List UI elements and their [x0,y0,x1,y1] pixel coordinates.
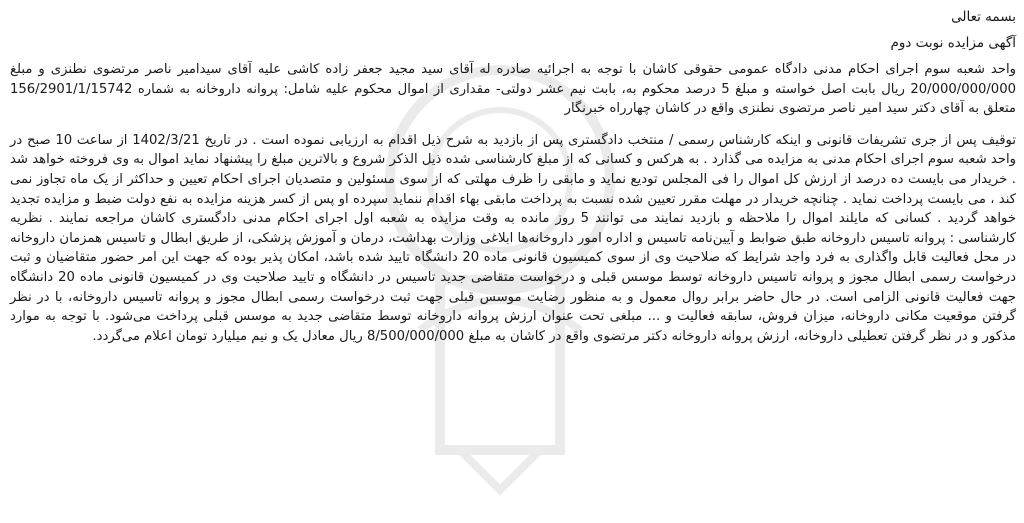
notice-title: آگهی مزایده نوبت دوم [890,35,1016,51]
bismillah-heading: بسمه تعالی [951,9,1016,25]
notice-paragraph-1: واحد شعبه سوم اجرای احکام مدنی دادگاه عمومی حقوقی کاشان با توجه به اجرائیه صادره له آقای سید مجید جعفر زاده کاشی علیه آقای سیدامیر ناصر مرتضوی نطنزی و مبلغ 20/000/000/000 ریال بابت اصل خواسته و مبلغ 5 درصد محکوم به، بابت نیم عشر دولتی- مقداری از اموال محکوم علیه شامل: پروانه داروخانه به شماره 156/2901/1/15742 متعلق به آقای دکتر سید امیر ناصر مرتضوی نطنزی واقع در کاشان چهارراه خبرنگار [10,62,1016,117]
notice-paragraph-2: توقیف پس از جری تشریفات قانونی و اینکه کارشناس رسمی / منتخب دادگستری پس از بازدید به شرح ذیل اقدام به ارزیابی نموده است . در تاریخ 1402/3/21 از ساعت 10 صبح در واحد شعبه سوم اجرای احکام مدنی به مزایده می گذارد . به هرکس و کسانی که از مبلغ کارشناسی شده ذیل الذکر شروع و بالاترین مبلغ را پیشنهاد نماید اموال به وی فروخته خواهد شد . خریدار می بایست ده درصد از ارزش کل اموال را فی المجلس تودیع نماید و مابقی را ظرف مهلتی که از سوی مسئولین و متصدیان اجرای احکام تعیین و حداکثر از یک ماه تجاوز نمی کند ، می بایست پرداخت نماید . چنانچه خریدار در مهلت مقرر تعیین شده نسبت به پرداخت مابقی بهاء اقدام ننماید سپرده او پس از کسر هزینه مزایده به نفع دولت ضبط و مزایده تجدید خواهد گردید . کسانی که مایلند اموال را ملاحظه و بازدید نمایند می توانند 5 روز مانده به وقت مزایده به شعبه اول اجرای احکام مدنی دادگستری کاشان مراجعه نمایند . نظریه کارشناسی : پروانه تاسیس داروخانه طبق ضوابط و آیین‌نامه تاسیس و اداره امور داروخانه‌ها ابلاغی وزارت بهداشت، درمان و آموزش پزشکی، از طریق ابطال و تاسیس همزمان داروخانه در محل فعالیت قابل واگذاری به فرد واجد شرایط که صلاحیت وی از سوی کمیسیون قانونی ماده 20 دانشگاه تایید شده باشد، امکان پذیر بوده که جهت این امر حضور متقاضیان و ثبت درخواست رسمی ابطال مجوز و پروانه تاسیس داروخانه توسط موسس قبلی و درخواست متقاضی جدید تاسیس در دانشگاه و تایید صلاحیت وی در کمیسیون قانونی ماده 20 دانشگاه جهت فعالیت قانونی الزامی است. در حال حاضر برابر روال معمول و به منظور رضایت موسس قبلی جهت ثبت درخواست رسمی ابطال مجوز و پروانه تاسیس داروخانه، با در نظر گرفتن موقعیت مکانی داروخانه، میزان فروش، سابقه فعالیت و ... مبلغی تحت عنوان ارزش پروانه داروخانه توسط متقاضی جدید به موسس قبلی پرداخت می‌شود. با توجه به موارد مذکور و در نظر گرفتن تعطیلی داروخانه، ارزش پروانه داروخانه دکتر مرتضوی واقع در کاشان به مبلغ 8/500/000/000 ریال معادل یک و نیم میلیارد تومان اعلام می‌گردد. [10,132,1016,344]
